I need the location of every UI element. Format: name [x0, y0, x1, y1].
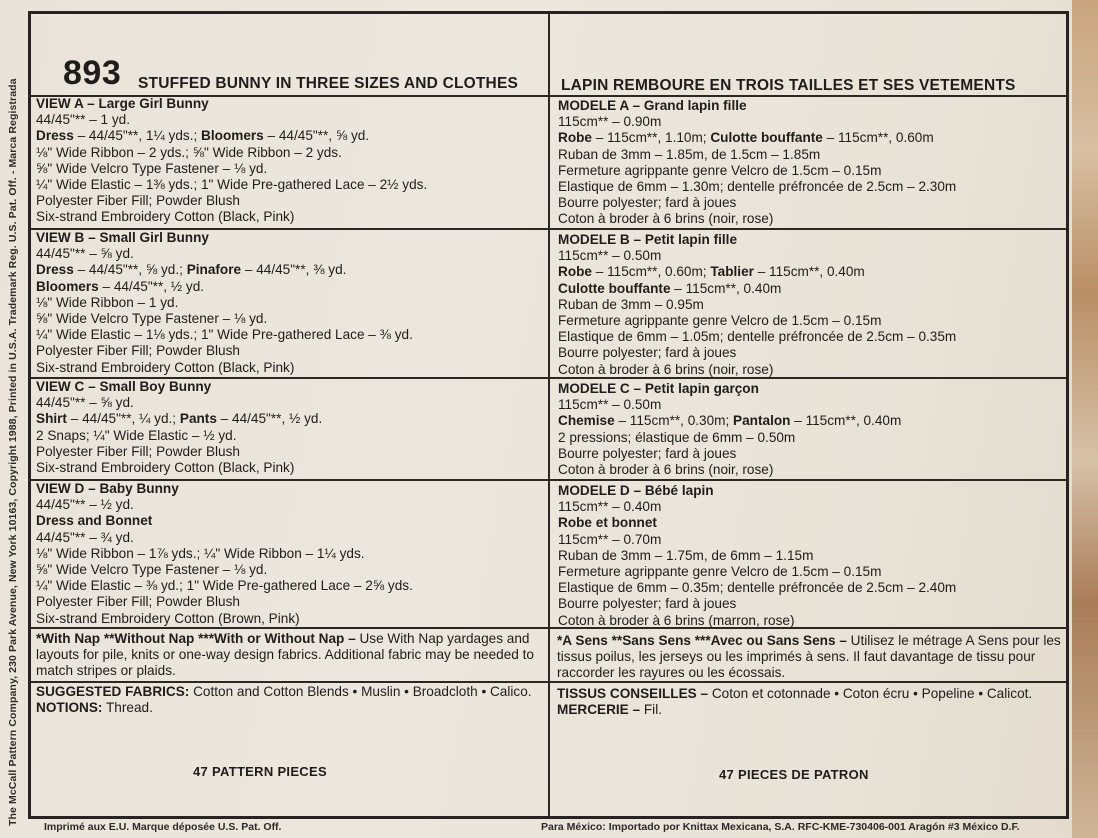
fabrics-text: Coton et cotonnade • Coton écru • Popeline • Calicot.: [708, 686, 1033, 701]
requirement-line: Coton à broder à 6 brins (noir, rose): [558, 361, 774, 377]
garment-label: Pantalon: [733, 413, 791, 429]
nap-legend: *A Sens **Sans Sens ***Avec ou Sans Sens –: [557, 633, 847, 648]
requirement-line: 44/45"** – ½ yd.: [36, 497, 134, 513]
requirement-line: [36, 262, 536, 278]
requirement-line: [558, 264, 1058, 280]
section-heading: Robe et bonnet: [558, 515, 657, 531]
requirement-line: 115cm** – 0.50m: [558, 248, 662, 264]
requirement-line: ⅛" Wide Ribbon – 1⅞ yds.; ¼" Wide Ribbon – 1¼ yds.: [36, 545, 365, 561]
garment-label: Shirt: [36, 411, 67, 427]
footer-left-text: Imprimé aux E.U. Marque déposée U.S. Pat. Off.: [44, 821, 282, 833]
english-view-b: [36, 230, 536, 376]
requirement-line: Fermeture agrippante genre Velcro de 1.5cm – 0.15m: [558, 564, 882, 580]
requirement-line: Elastique de 6mm – 1.05m; dentelle préfroncée de 2.5cm – 0.35m: [558, 329, 957, 345]
requirement-line: Six-strand Embroidery Cotton (Black, Pink): [36, 460, 295, 476]
requirement-line: Bourre polyester; fard à joues: [558, 596, 737, 612]
requirement-line: [36, 279, 536, 295]
title-english: STUFFED BUNNY IN THREE SIZES AND CLOTHES: [138, 75, 519, 92]
requirement-line: [558, 413, 1058, 429]
requirement-line: Six-strand Embroidery Cotton (Black, Pink): [36, 209, 295, 225]
english-view-c: [36, 379, 536, 476]
section-heading: VIEW A – Large Girl Bunny: [36, 96, 209, 111]
english-view-d: [36, 481, 536, 627]
nap-text: Use With Nap yardages and layouts for pile, knits or one-way design fabrics. Additional fabric may be needed to match stripes or plaids.: [36, 631, 534, 679]
requirement-line: ¼" Wide Elastic – 1⅜ yds.; 1" Wide Pre-gathered Lace – 2½ yds.: [36, 177, 428, 193]
requirement-text: – 115cm**, 0.60m;: [591, 264, 711, 280]
requirement-line: Polyester Fiber Fill; Powder Blush: [36, 443, 240, 459]
garment-label: Pants: [179, 411, 217, 427]
requirement-line: Polyester Fiber Fill; Powder Blush: [36, 193, 240, 209]
requirement-line: 115cm** – 0.90m: [558, 114, 662, 130]
garment-label: Dress: [36, 128, 74, 144]
section-heading: Dress and Bonnet: [36, 513, 153, 529]
requirement-text: – 115cm**, 0.40m: [790, 413, 902, 429]
english-view-a: [36, 96, 536, 226]
requirement-line: Fermeture agrippante genre Velcro de 1.5cm – 0.15m: [558, 162, 882, 178]
requirement-line: ⅛" Wide Ribbon – 2 yds.; ⅝" Wide Ribbon – 2 yds.: [36, 144, 342, 160]
requirement-text: – 44/45"**, ⅝ yd.: [263, 128, 370, 144]
requirement-text: – 44/45"**, ⅝ yd.;: [73, 262, 187, 278]
requirement-line: Six-strand Embroidery Cotton (Brown, Pink): [36, 610, 300, 626]
requirement-line: [36, 411, 536, 427]
garment-label: Pinafore: [186, 262, 242, 278]
requirement-text: – 115cm**, 0.30m;: [614, 413, 734, 429]
english-fabrics: [36, 684, 541, 716]
requirement-line: Polyester Fiber Fill; Powder Blush: [36, 343, 240, 359]
requirement-text: – 44/45"**, ½ yd.: [98, 278, 205, 294]
garment-label: Tablier: [710, 264, 754, 280]
requirement-line: Coton à broder à 6 brins (noir, rose): [558, 211, 774, 227]
requirement-text: – 44/45"**, 1¼ yds.;: [73, 128, 202, 144]
requirement-line: Elastique de 6mm – 0.35m; dentelle préfroncée de 2.5cm – 2.40m: [558, 580, 957, 596]
garment-label: Dress: [36, 262, 74, 278]
section-heading: VIEW B – Small Girl Bunny: [36, 230, 209, 245]
nap-legend: *With Nap **Without Nap ***With or Without Nap –: [36, 631, 356, 646]
requirement-line: [36, 128, 536, 144]
requirement-line: ⅝" Wide Velcro Type Fastener – ⅛ yd.: [36, 311, 268, 327]
french-view-d: [558, 483, 1058, 629]
garment-label: Chemise: [558, 413, 615, 429]
section-heading: VIEW D – Baby Bunny: [36, 481, 179, 496]
requirement-line: ⅝" Wide Velcro Type Fastener – ⅛ yd.: [36, 562, 268, 578]
french-pattern-pieces: 47 PIECES DE PATRON: [719, 767, 869, 782]
garment-label: Culotte bouffante: [558, 280, 671, 296]
requirement-text: – 115cm**, 0.40m: [670, 280, 782, 296]
requirement-line: 44/45"** – ¾ yd.: [36, 529, 134, 545]
requirement-line: 115cm** – 0.40m: [558, 499, 662, 515]
requirement-text: – 115cm**, 1.10m;: [591, 130, 711, 146]
requirement-line: Elastique de 6mm – 1.30m; dentelle préfroncée de 2.5cm – 2.30m: [558, 179, 957, 195]
footer-right-text: Para México: Importado por Knittax Mexicana, S.A. RFC-KME-730406-001 Aragón #3 México D.F.: [541, 821, 1020, 833]
title-french: LAPIN REMBOURE EN TROIS TAILLES ET SES VETEMENTS: [561, 77, 1016, 94]
french-fabrics: [557, 686, 1065, 718]
requirement-line: Ruban de 3mm – 0.95m: [558, 296, 704, 312]
requirement-line: [558, 281, 1058, 297]
garment-label: Culotte bouffante: [710, 130, 823, 146]
requirement-line: ⅝" Wide Velcro Type Fastener – ⅛ yd.: [36, 160, 268, 176]
section-heading: MODELE A – Grand lapin fille: [558, 98, 747, 113]
requirement-line: Ruban de 3mm – 1.75m, de 6mm – 1.15m: [558, 547, 814, 563]
fabrics-text: Cotton and Cotton Blends • Muslin • Broadcloth • Calico.: [189, 684, 532, 699]
requirement-line: Coton à broder à 6 brins (marron, rose): [558, 612, 795, 628]
requirement-text: – 44/45"**, ¼ yd.;: [66, 411, 180, 427]
column-divider: [548, 14, 550, 816]
garment-label: Bloomers: [36, 278, 99, 294]
notions-text: Thread.: [102, 700, 153, 716]
english-pattern-pieces: 47 PATTERN PIECES: [193, 764, 327, 779]
requirement-line: 44/45"** – ⅝ yd.: [36, 246, 134, 262]
section-heading: MODELE D – Bébé lapin: [558, 483, 714, 498]
requirement-line: ¼" Wide Elastic – ⅜ yd.; 1" Wide Pre-gathered Lace – 2⅝ yds.: [36, 578, 413, 594]
requirement-text: – 115cm**, 0.40m: [753, 264, 865, 280]
garment-label: Bloomers: [201, 128, 264, 144]
requirement-line: ⅛" Wide Ribbon – 1 yd.: [36, 294, 179, 310]
fabrics-label: TISSUS CONSEILLES –: [557, 686, 709, 701]
requirement-line: Bourre polyester; fard à joues: [558, 445, 737, 461]
requirement-line: 44/45"** – ⅝ yd.: [36, 395, 134, 411]
requirement-line: 2 Snaps; ¼" Wide Elastic – ½ yd.: [36, 427, 237, 443]
section-heading: MODELE B – Petit lapin fille: [558, 232, 738, 247]
requirement-line: Fermeture agrippante genre Velcro de 1.5cm – 0.15m: [558, 313, 882, 329]
garment-label: Robe: [558, 130, 592, 146]
fabrics-label: SUGGESTED FABRICS:: [36, 684, 190, 699]
requirement-line: Six-strand Embroidery Cotton (Black, Pink): [36, 359, 295, 375]
requirement-line: Bourre polyester; fard à joues: [558, 345, 737, 361]
notions-label: MERCERIE –: [557, 702, 641, 718]
nap-text: Utilisez le métrage A Sens pour les tissus poilus, les jerseys ou les imprimés à sens. Il faut davantage de tissu pour raccorder les rayures ou les écossais.: [557, 633, 1061, 681]
garment-label: Robe: [558, 264, 592, 280]
requirement-line: Polyester Fiber Fill; Powder Blush: [36, 594, 240, 610]
requirement-line: 115cm** – 0.70m: [558, 531, 662, 547]
french-nap-note: [557, 633, 1065, 682]
requirement-text: – 44/45"**, ⅜ yd.: [241, 262, 347, 278]
section-heading: VIEW C – Small Boy Bunny: [36, 379, 212, 394]
requirement-text: – 115cm**, 0.60m: [822, 130, 934, 146]
english-nap-note: [36, 631, 541, 680]
requirement-line: Ruban de 3mm – 1.85m, de 1.5cm – 1.85m: [558, 146, 821, 162]
french-view-c: [558, 381, 1058, 478]
french-view-b: [558, 232, 1058, 378]
copyright-side-text: The McCall Pattern Company, 230 Park Avenue, New York 10163, Copyright 1988, Printed in U.S.A. Trademark Reg. U.S. Pat. Off. - Marca Registrada: [7, 78, 19, 826]
requirement-line: 2 pressions; élastique de 6mm – 0.50m: [558, 429, 796, 445]
requirement-line: 44/45"** – 1 yd.: [36, 112, 131, 128]
requirement-line: 115cm** – 0.50m: [558, 397, 662, 413]
pattern-number: 893: [63, 54, 122, 92]
requirement-line: ¼" Wide Elastic – 1⅛ yds.; 1" Wide Pre-gathered Lace – ⅜ yd.: [36, 327, 413, 343]
notions-label: NOTIONS:: [36, 700, 103, 716]
section-heading: MODELE C – Petit lapin garçon: [558, 381, 759, 396]
requirement-text: – 44/45"**, ½ yd.: [216, 411, 323, 427]
floral-background-strip: [1072, 0, 1098, 838]
requirement-line: [558, 130, 1058, 146]
notions-text: Fil.: [640, 702, 662, 718]
requirement-line: Coton à broder à 6 brins (noir, rose): [558, 462, 774, 478]
requirement-line: Bourre polyester; fard à joues: [558, 195, 737, 211]
french-view-a: [558, 98, 1058, 228]
